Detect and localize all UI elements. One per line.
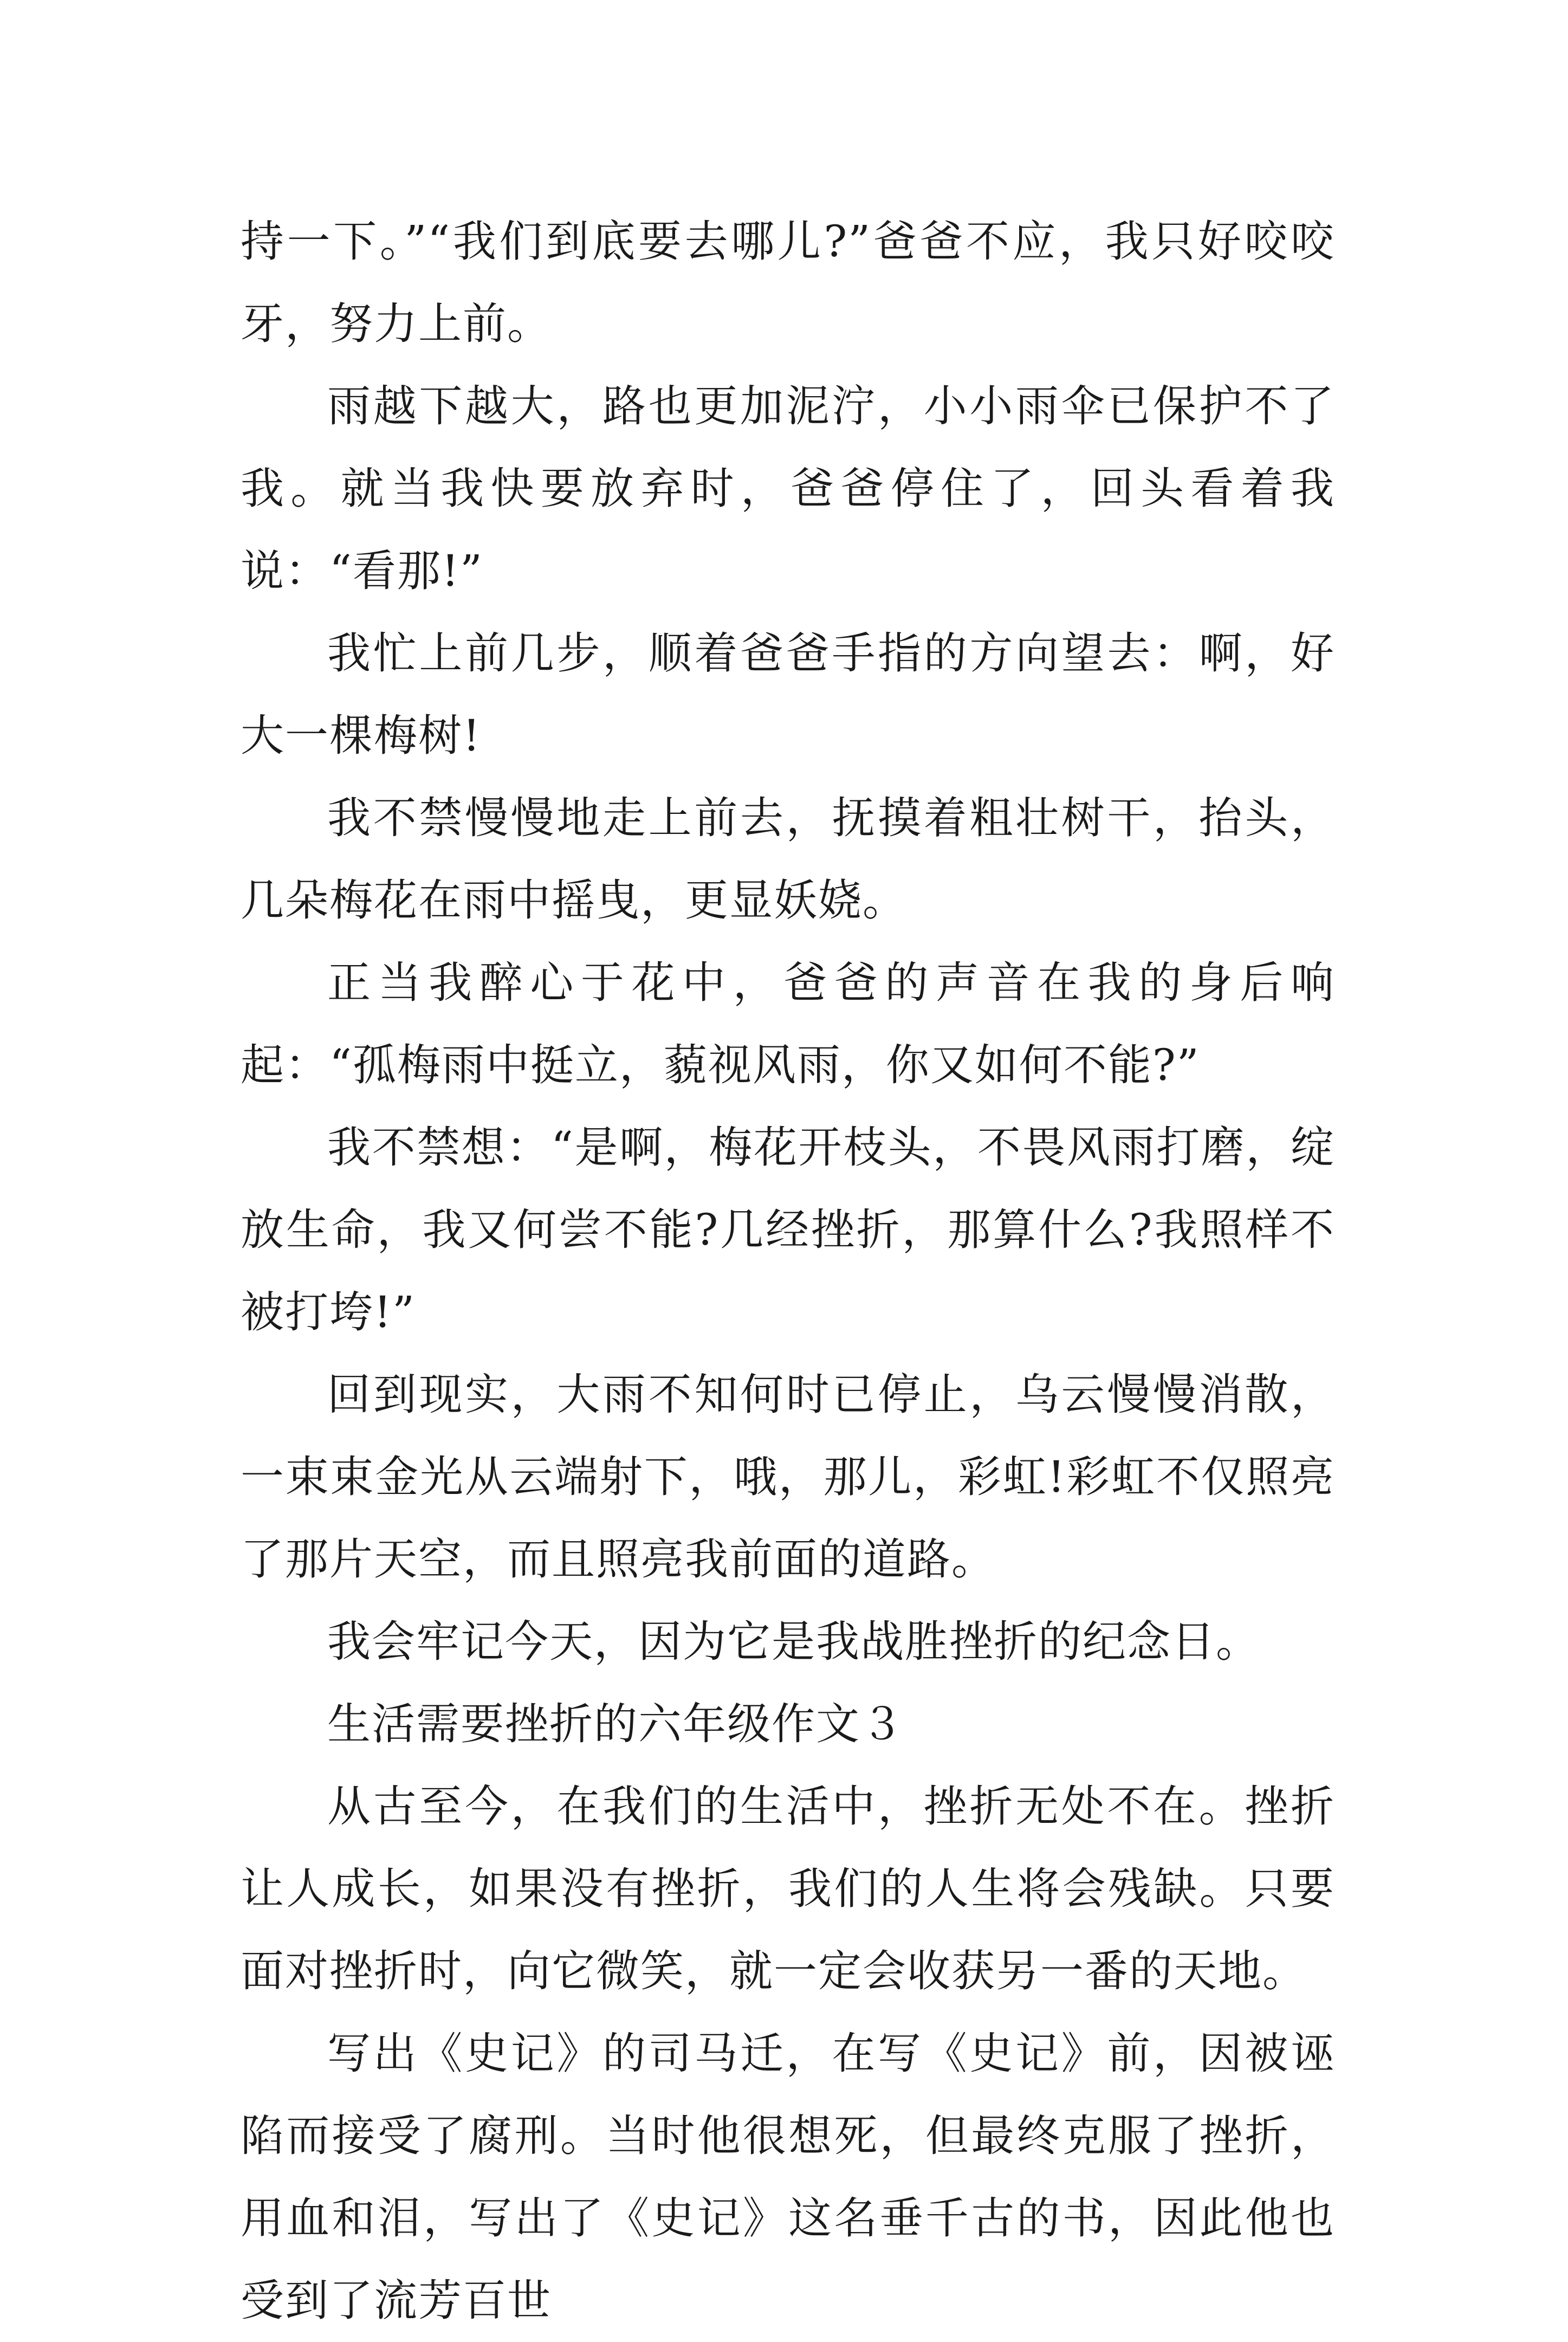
section-heading: 生活需要挫折的六年级作文３ [327, 1699, 905, 1749]
paragraph-8: 我会牢记今天，因为它是我战胜挫折的纪念日。 [327, 1616, 1260, 1667]
paragraph-1: 持一下。”“我们到底要去哪儿?”爸爸不应，我只好咬咬牙，努力上前。 [241, 216, 1335, 349]
paragraph-4: 我不禁慢慢地走上前去，抚摸着粗壮树干，抬头，几朵梅花在雨中摇曳，更显妖娆。 [241, 793, 1335, 926]
paragraph-2: 雨越下越大，路也更加泥泞，小小雨伞已保护不了我。就当我快要放弃时，爸爸停住了，回头看着我说：“看那!” [241, 381, 1335, 596]
paragraph-9: 从古至今，在我们的生活中，挫折无处不在。挫折让人成长，如果没有挫折，我们的人生将会残缺。只要面对挫折时，向它微笑，就一定会收获另一番的天地。 [241, 1781, 1335, 1996]
paragraph-5: 正当我醉心于花中，爸爸的声音在我的身后响起：“孤梅雨中挺立，藐视风雨，你又如何不能?” [241, 957, 1335, 1090]
paragraph-7: 回到现实，大雨不知何时已停止，乌云慢慢消散，一束束金光从云端射下，哦，那儿，彩虹!彩虹不仅照亮了那片天空，而且照亮我前面的道路。 [241, 1369, 1335, 1584]
body-text [241, 200, 1335, 2342]
paragraph-6: 我不禁想：“是啊，梅花开枝头，不畏风雨打磨，绽放生命，我又何尝不能?几经挫折，那算什么?我照样不被打垮!” [241, 1122, 1335, 1337]
paragraph-3: 我忙上前几步，顺着爸爸手指的方向望去：啊，好大一棵梅树! [241, 628, 1335, 761]
paragraph-10: 写出《史记》的司马迁，在写《史记》前，因被诬陷而接受了腐刑。当时他很想死，但最终克服了挫折，用血和泪，写出了《史记》这名垂千古的书，因此他也受到了流芳百世 [241, 2028, 1335, 2326]
